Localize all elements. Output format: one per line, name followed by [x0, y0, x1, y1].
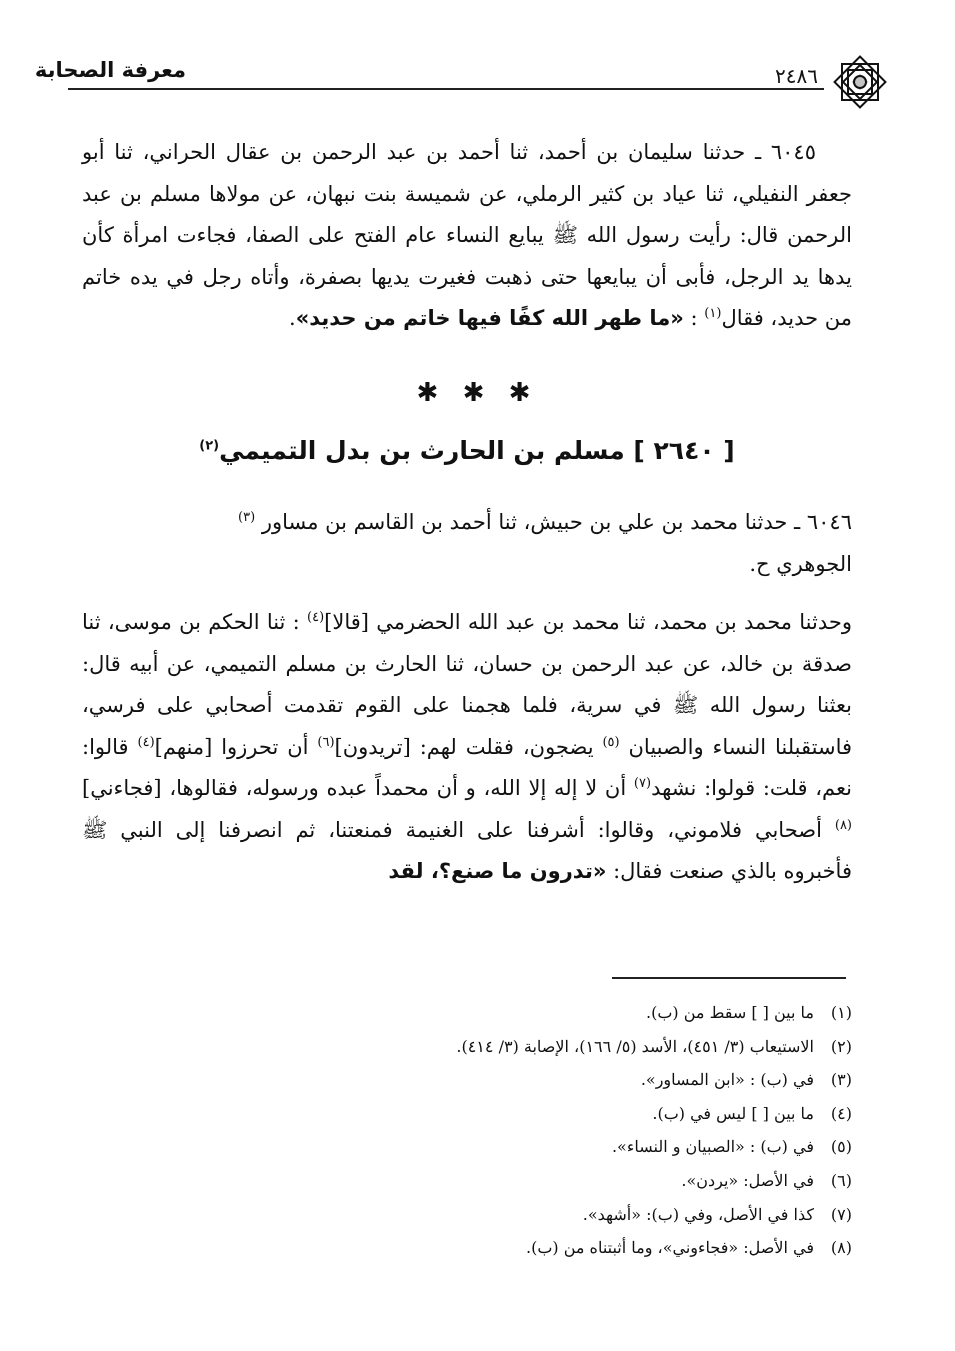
hadith-continuation — [82, 602, 852, 893]
footnote-ref-5[interactable]: (٥) — [602, 734, 620, 750]
section-separator: ✱ ✱ ✱ — [416, 378, 539, 408]
footnote-text: ما بين [ ] ليس في (ب). — [652, 1103, 814, 1123]
hadith-6045 — [82, 132, 852, 340]
header-rule — [68, 88, 824, 90]
footnote — [82, 996, 852, 1030]
footnote-number: (٤) — [830, 1103, 852, 1123]
footnote — [82, 1130, 852, 1164]
text-segment: : ثنا الحكم بن موسى، ثنا صدقة بن خالد، عن عبد الرحمن بن حسان، ثنا الحارث بن مسلم التميمي، عن أبيه قال: بعثنا رسول الله ﷺ في سرية، فلما هجمنا على القوم تقدمت أصحابي على فرسي، فاستقبلنا النساء والصبيان — [82, 610, 852, 759]
footnote-ref-8[interactable]: (٨) — [834, 817, 852, 833]
page-header — [34, 50, 888, 100]
text-segment: وحدثنا محمد بن محمد، ثنا محمد بن عبد الله الحضرمي [قالا] — [324, 610, 852, 634]
footnote-ref-7[interactable]: (٧) — [633, 776, 652, 791]
footnote — [82, 1030, 852, 1064]
colon: : — [683, 306, 705, 330]
footnote-ref-6[interactable]: (٦) — [317, 734, 335, 750]
footnote — [82, 1164, 852, 1198]
sentence-end: . — [289, 306, 296, 330]
text-segment: أن تحرزوا [منهم] — [154, 734, 318, 759]
page-number: ٢٤٨٦ — [775, 64, 818, 88]
text-segment: قالوا: نعم، قلت: قولوا: نشهد — [82, 734, 852, 800]
footnote-text: في (ب) : «ابن المساور». — [640, 1070, 814, 1090]
footnote — [82, 1198, 852, 1232]
footnote-text: كذا في الأصل، وفي (ب): «أشهد». — [582, 1204, 814, 1224]
text-segment: أن لا إله إلا الله، و أن محمداً عبده ورسوله، فقالوها، [فجاءني] — [82, 776, 634, 800]
footnote-number: (٧) — [830, 1204, 852, 1224]
footnote-ref-4b[interactable]: (٤) — [137, 734, 155, 750]
footnote-number: (٣) — [830, 1070, 852, 1090]
footnote-number: (١) — [830, 1003, 852, 1022]
footnote-text: الاستيعاب (٣/ ٤٥١)، الأسد (٥/ ١٦٦)، الإصابة (٣/ ٤١٤). — [456, 1036, 814, 1056]
hadith-number: ٦٠٤٥ — [770, 140, 816, 164]
footnote-rule — [612, 977, 846, 979]
hadith-6046 — [82, 502, 852, 585]
text-segment: يضجون، فقلت لهم: [تريدون] — [334, 734, 603, 759]
footnote-text: في الأصل: «فجاءوني»، وما أثبتناه من (ب). — [526, 1238, 814, 1258]
footnote — [82, 1063, 852, 1097]
section-title — [82, 436, 852, 465]
footnote — [82, 1097, 852, 1131]
footnote-ref-4[interactable]: (٤) — [307, 610, 325, 625]
prophetic-quote: «تدرون ما صنع؟، لقد — [388, 859, 607, 883]
footnote-number: (٦) — [830, 1170, 852, 1190]
footnote-number: (٢) — [830, 1036, 852, 1056]
hadith-text-continued: الجوهري ح. — [749, 551, 852, 576]
companion-heading: [ ٢٦٤٠ ] مسلم بن الحارث بن بدل التميمي — [219, 436, 735, 465]
footnote-ref-1[interactable]: (١) — [704, 306, 722, 321]
footnote-number: (٨) — [830, 1238, 852, 1258]
hadith-text: ٦٠٤٦ ـ حدثنا محمد بن علي بن حبيش، ثنا أحمد بن القاسم بن مساور — [261, 510, 852, 534]
footnote — [82, 1231, 852, 1265]
book-title: معرفة الصحابة — [34, 58, 186, 82]
star-ornament-icon — [828, 50, 892, 114]
prophetic-quote: «ما طهر الله كفًا فيها خاتم من حديد» — [295, 306, 684, 330]
footnote-text: في (ب) : «الصبيان و النساء». — [611, 1137, 814, 1157]
text-segment: أصحابي فلاموني، وقالوا: أشرفنا على الغنيمة فمنعتنا، ثم انصرفنا إلى النبي ﷺ فأخبروه بالذي صنعت فقال: — [82, 817, 852, 883]
footnote-text: في الأصل: «يردن». — [681, 1170, 814, 1190]
footnote-ref-3[interactable]: (٣) — [238, 510, 256, 525]
hadith-text: ـ حدثنا سليمان بن أحمد، ثنا أحمد بن عبد الرحمن بن عقال الحراني، ثنا أبو جعفر النفيلي، ثنا عياد بن كثير الرملي، عن شميسة بنت نبهان، عن مولاها مسلم بن عبد الرحمن قال: رأيت رسول الله ﷺ يبايع النساء عام الفتح على الصفا، فجاءت امرأة كأن يدها يد الرجل، فأبى أن يبايعها حتى ذهبت فغيرت يديها بصفرة، وأتاه رجل في يده خاتم من حديد، فقال — [82, 140, 852, 330]
footnote-number: (٥) — [830, 1137, 852, 1157]
footnotes — [82, 996, 852, 1265]
footnote-ref-2[interactable]: (٢) — [199, 438, 220, 454]
footnote-text: ما بين [ ] سقط من (ب). — [646, 1003, 814, 1022]
